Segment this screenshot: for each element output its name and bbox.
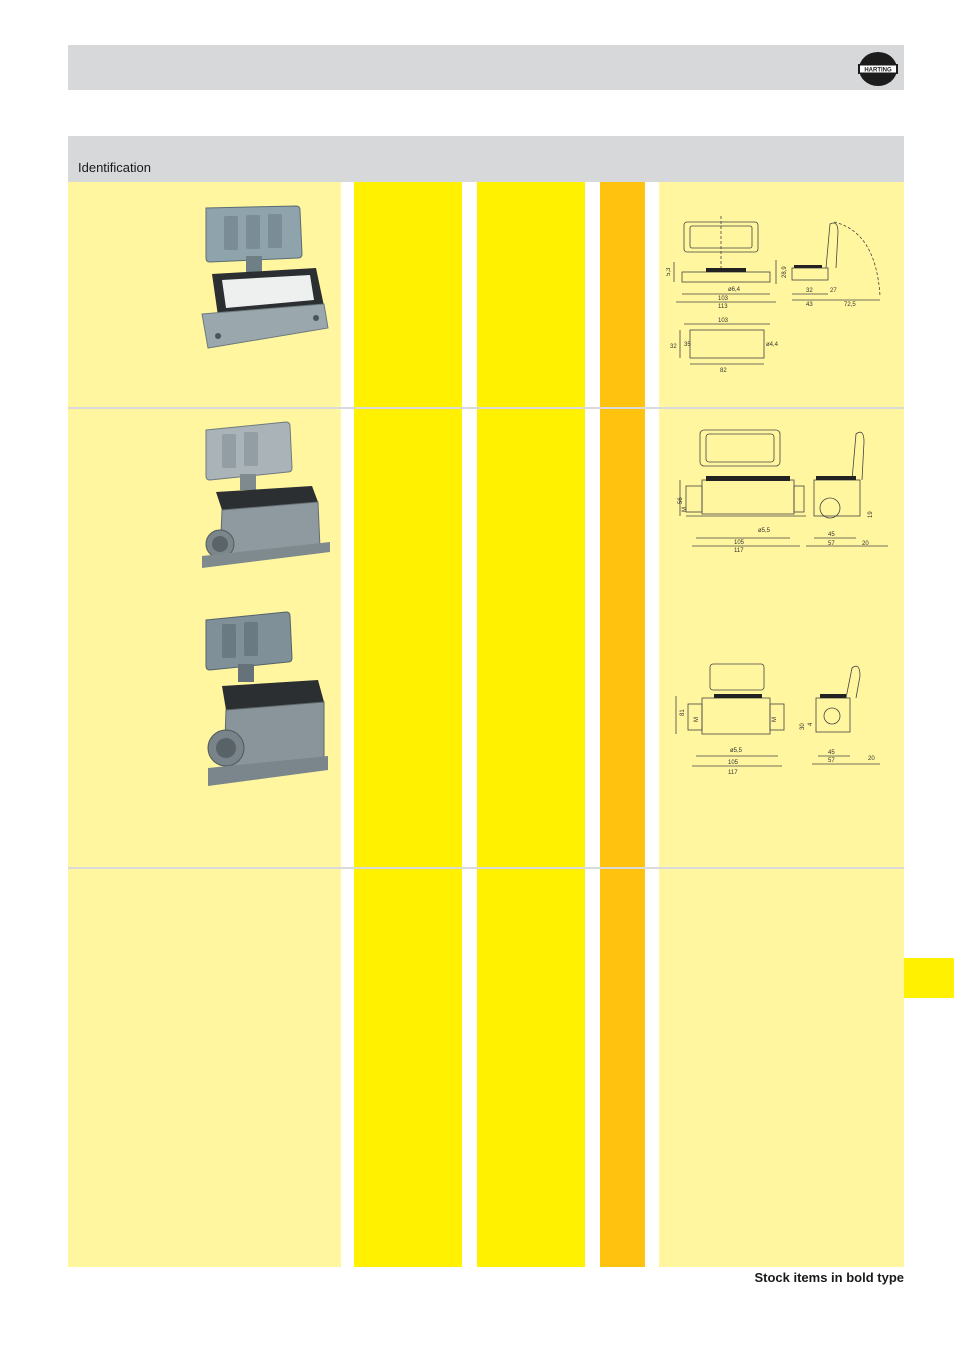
dim-text: 5,3	[666, 267, 672, 276]
header-bar	[68, 45, 904, 90]
harting-logo-text: HARTING	[864, 67, 892, 74]
footer-note: Stock items in bold type	[754, 1270, 904, 1285]
dim-text: 20	[862, 541, 869, 547]
column-orange	[600, 182, 645, 1267]
row-divider	[68, 867, 904, 869]
dim-text: ø5,5	[758, 528, 771, 534]
dim-text: 20	[868, 756, 875, 762]
dim-text: 56	[678, 497, 684, 504]
dim-text: 57	[828, 541, 835, 547]
dim-text: 103	[718, 296, 729, 302]
dim-text: 27	[830, 288, 837, 294]
dimension-drawing-3	[666, 660, 898, 784]
dim-text: 105	[728, 760, 739, 766]
dim-text: 82	[720, 368, 727, 374]
dim-text: 28,9	[782, 266, 788, 278]
dim-text: 45	[828, 532, 835, 538]
dim-text: M	[772, 717, 778, 722]
product-photo-housing-side-entry-high	[192, 610, 332, 800]
dim-text: 113	[718, 304, 728, 310]
product-photo-surface-mounted-housing	[192, 196, 332, 356]
dim-text: 32	[806, 288, 813, 294]
dim-text: 35	[684, 342, 691, 348]
dim-text: 72,5	[844, 302, 856, 308]
identification-label: Identification	[78, 160, 151, 175]
dim-text: 117	[734, 548, 744, 554]
column-yellow-2	[477, 182, 585, 1267]
dim-text: M	[682, 507, 688, 512]
dimension-drawing-2	[666, 424, 898, 556]
dimension-drawing-1	[666, 212, 898, 376]
row-divider	[68, 407, 904, 409]
dim-text: 57	[828, 758, 835, 764]
dim-text: 30	[800, 723, 806, 730]
dim-text: 19	[868, 511, 874, 518]
dim-text: 105	[734, 540, 745, 546]
dim-text: ø4,4	[766, 342, 779, 348]
dim-text: 45	[828, 750, 835, 756]
product-photo-housing-side-entry	[192, 416, 332, 576]
dim-text: 81	[680, 709, 686, 716]
harting-logo	[858, 50, 898, 88]
dim-text: M	[694, 717, 700, 722]
dim-text: 32	[670, 344, 677, 350]
dim-text: ø6,4	[728, 287, 741, 293]
section-tab	[904, 958, 954, 998]
dim-text: 117	[728, 770, 738, 776]
column-yellow-1	[354, 182, 462, 1267]
dim-text: ø5,5	[730, 748, 743, 754]
dim-text: 43	[806, 302, 813, 308]
dim-text: 103	[718, 318, 729, 324]
dim-text: 4	[808, 722, 814, 726]
table-header-bar	[68, 136, 904, 182]
